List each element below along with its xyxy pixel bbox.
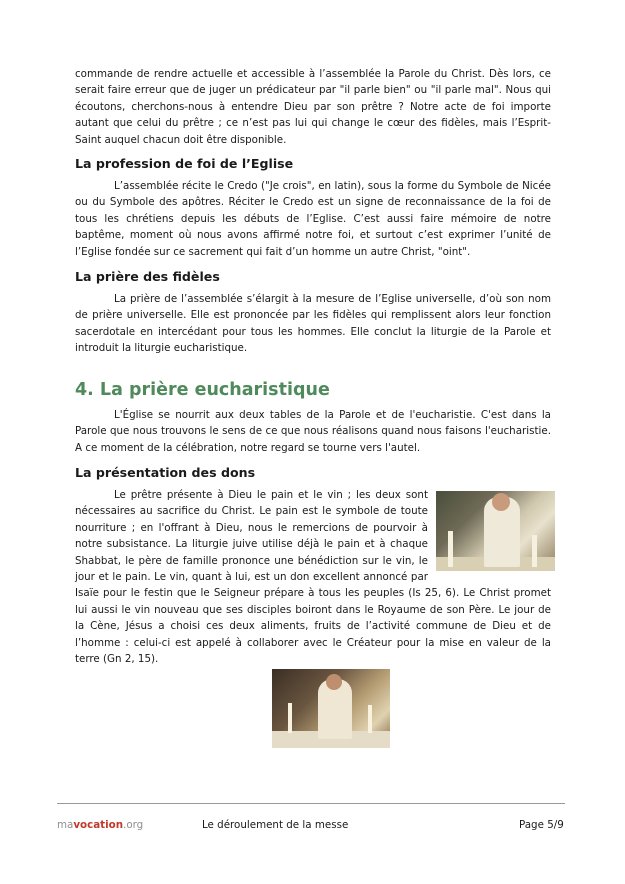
footer-title: Le déroulement de la messe	[202, 819, 349, 831]
footer-divider	[57, 803, 565, 804]
heading-dons: La présentation des dons	[75, 464, 256, 480]
paragraph-priere-fideles: La prière de l’assemblée s’élargit à la mesure de l’Eglise universelle, d’où son nom de prière universelle. Elle est prononcée par les fidèles qui remplissent alors leur fonction sacerdotale en intercédant pour tous les hommes. Elle conclut la liturgie de la Parole et introduit la liturgie eucharistique.	[75, 293, 551, 355]
logo-vocation: vocation	[73, 819, 124, 831]
paragraph-eucharistie: L'Église se nourrit aux deux tables de la Parole et de l'eucharistie. C'est dans la Parole que nous trouvons le sens de ce que nous réalisons quand nous faisons l'eucharistie. A ce moment de la célébration, notre regard se tourne vers l'autel.	[75, 408, 551, 454]
paragraph-dons-text: Le prêtre présente à Dieu le pain et le vin ; les deux sont nécessaires au sacrifice du Christ. Le pain est le symbole de toute nourriture ; en l'offrant à Dieu, nous le remercions de pourvoir à notre subsistance. La liturgie juive utilise déjà le pain et à chaque Shabbat, le père de famille prononce une bénédiction sur le vin, le jour et le pain. Le vin, quant à lui, est un don excellent annoncé par Isaïe pour le festin que le Seigneur prépare à tous les peuples (Is 25, 6). Le Christ promet lui aussi le vin nouveau que ses disciples boiront dans le Royaume de son Père. Le jour de la Cène, Jésus a choisi ces deux aliments, fruits de l’activité commune de Dieu et de l’homme : celui-ci est appelé à collaborer avec le Créateur pour la mise en valeur de la terre (Gn 2, 15).	[75, 488, 551, 665]
intro-paragraph: commande de rendre actuelle et accessible à l’assemblée la Parole du Christ. Dès lors, ce serait faire erreur que de juger un prédicateur par "il parle bien" ou "il parle mal". Nous qui écoutons, cherchons-nous à entendre Dieu par son prêtre ? Notre acte de foi importe autant que celui du prêtre ; ce n’est pas lui qui change le cœur des fidèles, mais l’Esprit-Saint auquel chacun doit être disponible.	[75, 68, 551, 146]
heading-priere-fideles: La prière des fidèles	[75, 269, 220, 285]
footer-logo[interactable]	[57, 818, 143, 832]
priest-elevation-photo	[272, 669, 390, 748]
heading-credo: La profession de foi de l’Eglise	[75, 156, 294, 172]
chapter-heading: 4. La prière eucharistique	[75, 379, 330, 400]
logo-ma: ma	[57, 819, 74, 831]
paragraph-dons	[75, 487, 551, 667]
logo-org: .org	[123, 819, 144, 831]
paragraph-credo: L’assemblée récite le Credo ("Je crois", en latin), sous la forme du Symbole de Nicée ou du Symbole des apôtres. Réciter le Credo est un signe de reconnaissance de la foi de tous les chrétiens depuis les débuts de l’Eglise. C’est aussi faire mémoire de notre baptême, moment où nous avons affirmé notre foi, et surtout c’est exprimer l’unité de l’Eglise fondée sur ce sacrement qui fait d’un homme un autre Christ, "oint".	[75, 180, 551, 258]
page-number: Page 5/9	[519, 819, 564, 831]
priest-altar-photo	[436, 491, 555, 571]
page-content	[75, 66, 551, 667]
